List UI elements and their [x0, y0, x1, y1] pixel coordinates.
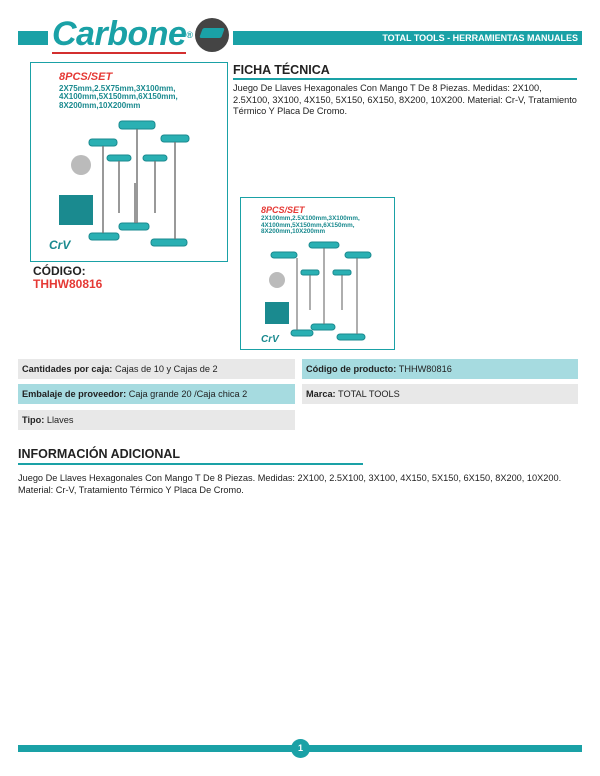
product-image-main: [30, 62, 228, 262]
spec-value: THHW80816: [398, 364, 452, 374]
spec-value: Llaves: [46, 415, 74, 425]
sizes-line: 8X200mm,10X200mm: [261, 228, 326, 236]
carbone-logo: [48, 14, 233, 56]
info-text: Juego De Llaves Hexagonales Con Mango T De 8 Piezas. Medidas: 2X100, 2.5X100, 3X100, 4X150, 5X150, 6X150, 8X200, 10X200. Material: Cr-V, Tratamiento Térmico Y Placa De Cromo.: [18, 473, 562, 495]
spec-label: Cantidades por caja:: [22, 364, 113, 374]
spec-value: TOTAL TOOLS: [338, 389, 400, 399]
spec-value: Caja grande 20 /Caja chica 2: [128, 389, 248, 399]
ficha-title: FICHA TÉCNICA: [233, 63, 330, 77]
sizes-line: 4X100mm,5X150mm,6X150mm,: [59, 92, 178, 102]
hex-keys-illustration: [241, 240, 395, 350]
spec-value: Cajas de 10 y Cajas de 2: [114, 364, 218, 374]
crv-badge: CrV: [49, 238, 71, 252]
spec-codigo-producto: [302, 359, 578, 379]
logo-text: Carbone: [52, 15, 187, 53]
spec-embalaje: [18, 384, 295, 404]
logo-registered: ®: [186, 30, 194, 40]
spec-label: Embalaje de proveedor:: [22, 389, 127, 399]
info-title: INFORMACIÓN ADICIONAL: [18, 447, 181, 461]
spec-cantidades: [18, 359, 295, 379]
ficha-underline: [233, 78, 577, 80]
product-image-secondary: [240, 197, 395, 350]
codigo-label: CÓDIGO:: [33, 264, 86, 278]
spec-label: Marca:: [306, 389, 336, 399]
set-label: 8PCS/SET: [261, 205, 305, 215]
spec-label: Tipo:: [22, 415, 45, 425]
sizes-line: 4X100mm,5X150mm,6X150mm,: [261, 221, 355, 229]
spec-marca: [302, 384, 578, 404]
codigo-value: THHW80816: [33, 277, 103, 291]
info-underline: [18, 463, 363, 465]
sizes-line: 2X75mm,2.5X75mm,3X100mm,: [59, 84, 176, 93]
set-label: 8PCS/SET: [59, 71, 113, 83]
crv-badge: CrV: [261, 334, 279, 345]
logo-mark-icon: [195, 18, 229, 52]
ficha-text: Juego De Llaves Hexagonales Con Mango T De 8 Piezas. Medidas: 2X100, 2.5X100, 3X100, 4X150, 5X150, 6X150, 8X200, 10X200. Material: Cr-V, Tratamiento Térmico Y Placa De Cromo.: [233, 83, 577, 116]
page-number: 1: [291, 739, 310, 758]
sizes-line: 8X200mm,10X200mm: [59, 100, 141, 110]
sizes-line: 2X100mm,2.5X100mm,3X100mm,: [261, 215, 360, 222]
header-title: TOTAL TOOLS - HERRAMIENTAS MANUALES: [382, 33, 578, 43]
spec-tipo: [18, 410, 295, 430]
spec-label: Código de producto:: [306, 364, 397, 374]
hex-keys-illustration: [31, 113, 228, 262]
